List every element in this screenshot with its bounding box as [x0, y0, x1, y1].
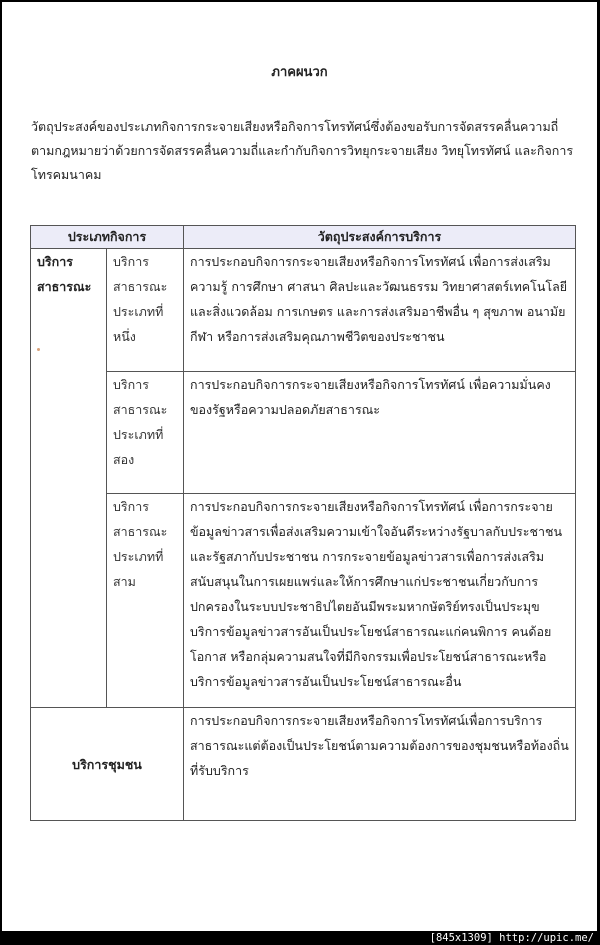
subtype-cell: บริการสาธารณะประเภทที่หนึ่ง — [107, 249, 184, 372]
table-row — [31, 249, 576, 372]
subtype-cell: บริการสาธารณะประเภทที่สาม — [107, 494, 184, 708]
table-header-row — [31, 226, 576, 249]
watermark-text: [845x1309] http://upic.me/ — [429, 932, 594, 944]
purpose-cell: การประกอบกิจการกระจายเสียงหรือกิจการโทรทัศน์ เพื่อความมั่นคงของรัฐหรือความปลอดภัยสาธารณะ — [184, 372, 576, 494]
purpose-cell: การประกอบกิจการกระจายเสียงหรือกิจการโทรทัศน์ เพื่อการส่งเสริมความรู้ การศึกษา ศาสนา ศิลปะและวัฒนธรรม วิทยาศาสตร์เทคโนโลยีและสิ่งแวดล้อม การเกษตร และการส่งเสริมอาชีพอื่น ๆ สุขภาพ อนามัย กีฬา หรือการส่งเสริมคุณภาพชีวิตของประชาชน — [184, 249, 576, 372]
intro-paragraph: วัตถุประสงค์ของประเภทกิจการกระจายเสียงหรือกิจการโทรทัศน์ซึ่งต้องขอรับการจัดสรรคลื่นความถี่ตามกฎหมายว่าด้วยการจัดสรรคลื่นความถี่และกำกับกิจการวิทยุกระจายเสียง วิทยุโทรทัศน์ และกิจการโทรคมนาคม — [31, 119, 574, 182]
header-service-purpose: วัตถุประสงค์การบริการ — [184, 226, 576, 249]
document-title: ภาคผนวก — [271, 65, 328, 80]
category-cell-public: บริการสาธารณะ — [31, 249, 107, 708]
header-service-type: ประเภทกิจการ — [31, 226, 184, 249]
purpose-cell: การประกอบกิจการกระจายเสียงหรือกิจการโทรทัศน์เพื่อการบริการสาธารณะแต่ต้องเป็นประโยชน์ตามความต้องการของชุมชนหรือท้องถิ่นที่รับบริการ — [184, 708, 576, 821]
table-row — [31, 494, 576, 708]
table-row — [31, 372, 576, 494]
subtype-cell: บริการสาธารณะประเภทที่สอง — [107, 372, 184, 494]
purpose-cell: การประกอบกิจการกระจายเสียงหรือกิจการโทรทัศน์ เพื่อการกระจายข้อมูลข่าวสารเพื่อส่งเสริมความเข้าใจอันดีระหว่างรัฐบาลกับประชาชนและรัฐสภากับประชาชน การกระจายข้อมูลข่าวสารเพื่อการส่งเสริมสนับสนุนในการเผยแพร่และให้การศึกษาแก่ประชาชนเกี่ยวกับการปกครองในระบบประชาธิปไตยอันมีพระมหากษัตริย์ทรงเป็นประมุข บริการข้อมูลข่าวสารอันเป็นประโยชน์สาธารณะแก่คนพิการ คนด้อยโอกาส หรือกลุ่มความสนใจที่มีกิจกรรมเพื่อประโยชน์สาธารณะหรือบริการข้อมูลข่าวสารอันเป็นประโยชน์สาธารณะอื่น — [184, 494, 576, 708]
category-cell-community: บริการชุมชน — [31, 708, 184, 821]
document-page — [2, 2, 597, 931]
table-row — [31, 708, 576, 821]
scan-artifact-dot — [37, 348, 40, 351]
service-type-table — [30, 225, 576, 821]
